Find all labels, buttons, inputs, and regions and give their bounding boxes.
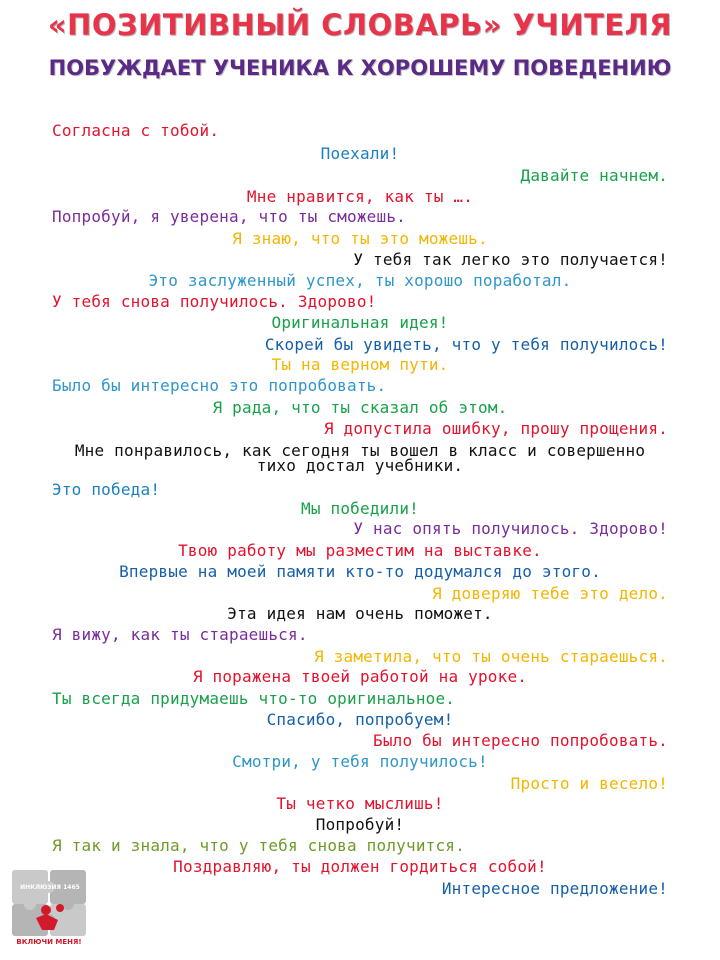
phrase-line: Было бы интересно это попробовать. <box>52 376 387 395</box>
phrase-line: Впервые на моей памяти кто-то додумался до этого. <box>119 562 601 581</box>
inclusion-logo <box>6 860 92 954</box>
phrase-line: Я доверяю тебе это дело. <box>432 584 668 603</box>
phrase-line: Смотри, у тебя получилось! <box>232 752 488 771</box>
page-title: «ПОЗИТИВНЫЙ СЛОВАРЬ» УЧИТЕЛЯ <box>47 8 673 42</box>
phrase-line: Ты на верном пути. <box>271 355 449 374</box>
phrase-line: Давайте начнем. <box>520 166 668 185</box>
phrase-line: Твою работу мы разместим на выставке. <box>178 541 542 560</box>
phrase-line: Я допустила ошибку, прошу прощения. <box>323 419 668 438</box>
phrase-line: Я вижу, как ты стараешься. <box>52 625 308 644</box>
phrase-line: У нас опять получилось. Здорово! <box>353 519 668 538</box>
phrase-line: Оригинальная идея! <box>271 313 449 332</box>
phrase-line: Я так и знала, что у тебя снова получится. <box>52 836 465 855</box>
phrase-line: Ты четко мыслишь! <box>276 794 444 813</box>
phrase-line: Я рада, что ты сказал об этом. <box>212 398 508 417</box>
phrase-line: У тебя снова получилось. Здорово! <box>52 292 377 311</box>
phrase-line: Мне нравится, как ты …. <box>246 187 474 206</box>
phrase-line: Попробуй, я уверена, что ты сможешь. <box>52 207 406 226</box>
phrase-line: Эта идея нам очень поможет. <box>227 604 493 623</box>
phrase-line: Мне понравилось, как сегодня ты вошел в класс и совершенно тихо достал учебники. <box>74 441 646 475</box>
phrase-line: Поехали! <box>320 144 400 163</box>
phrase-line: Это победа! <box>52 480 161 499</box>
phrase-line: Мы победили! <box>301 499 419 518</box>
phrase-line: У тебя так легко это получается! <box>353 250 668 269</box>
logo-caption: ИНКЛЮЗИЯ 1465 <box>20 884 80 891</box>
phrase-line: Интересное предложение! <box>441 879 668 898</box>
phrase-line: Я заметила, что ты очень стараешься. <box>314 647 668 666</box>
page-subtitle: ПОБУЖДАЕТ УЧЕНИКА К ХОРОШЕМУ ПОВЕДЕНИЮ <box>48 56 672 80</box>
phrase-line: Просто и весело! <box>510 774 668 793</box>
phrase-line: Я знаю, что ты это можешь. <box>232 229 488 248</box>
phrase-line: Поздравляю, ты должен гордиться собой! <box>173 857 547 876</box>
phrase-line: Спасибо, попробуем! <box>266 710 454 729</box>
logo-slogan: ВКЛЮЧИ МЕНЯ! <box>16 938 82 946</box>
phrase-line: Попробуй! <box>315 815 405 834</box>
phrase-line: Я поражена твоей работой на уроке. <box>192 667 528 686</box>
phrase-line: Скорей бы увидеть, что у тебя получилось! <box>264 335 668 354</box>
phrase-line: Ты всегда придумаешь что-то оригинальное. <box>52 689 456 708</box>
phrase-line: Согласна с тобой. <box>52 121 220 140</box>
phrase-line: Было бы интересно попробовать. <box>373 731 668 750</box>
phrase-line: Это заслуженный успех, ты хорошо поработал. <box>148 271 572 290</box>
